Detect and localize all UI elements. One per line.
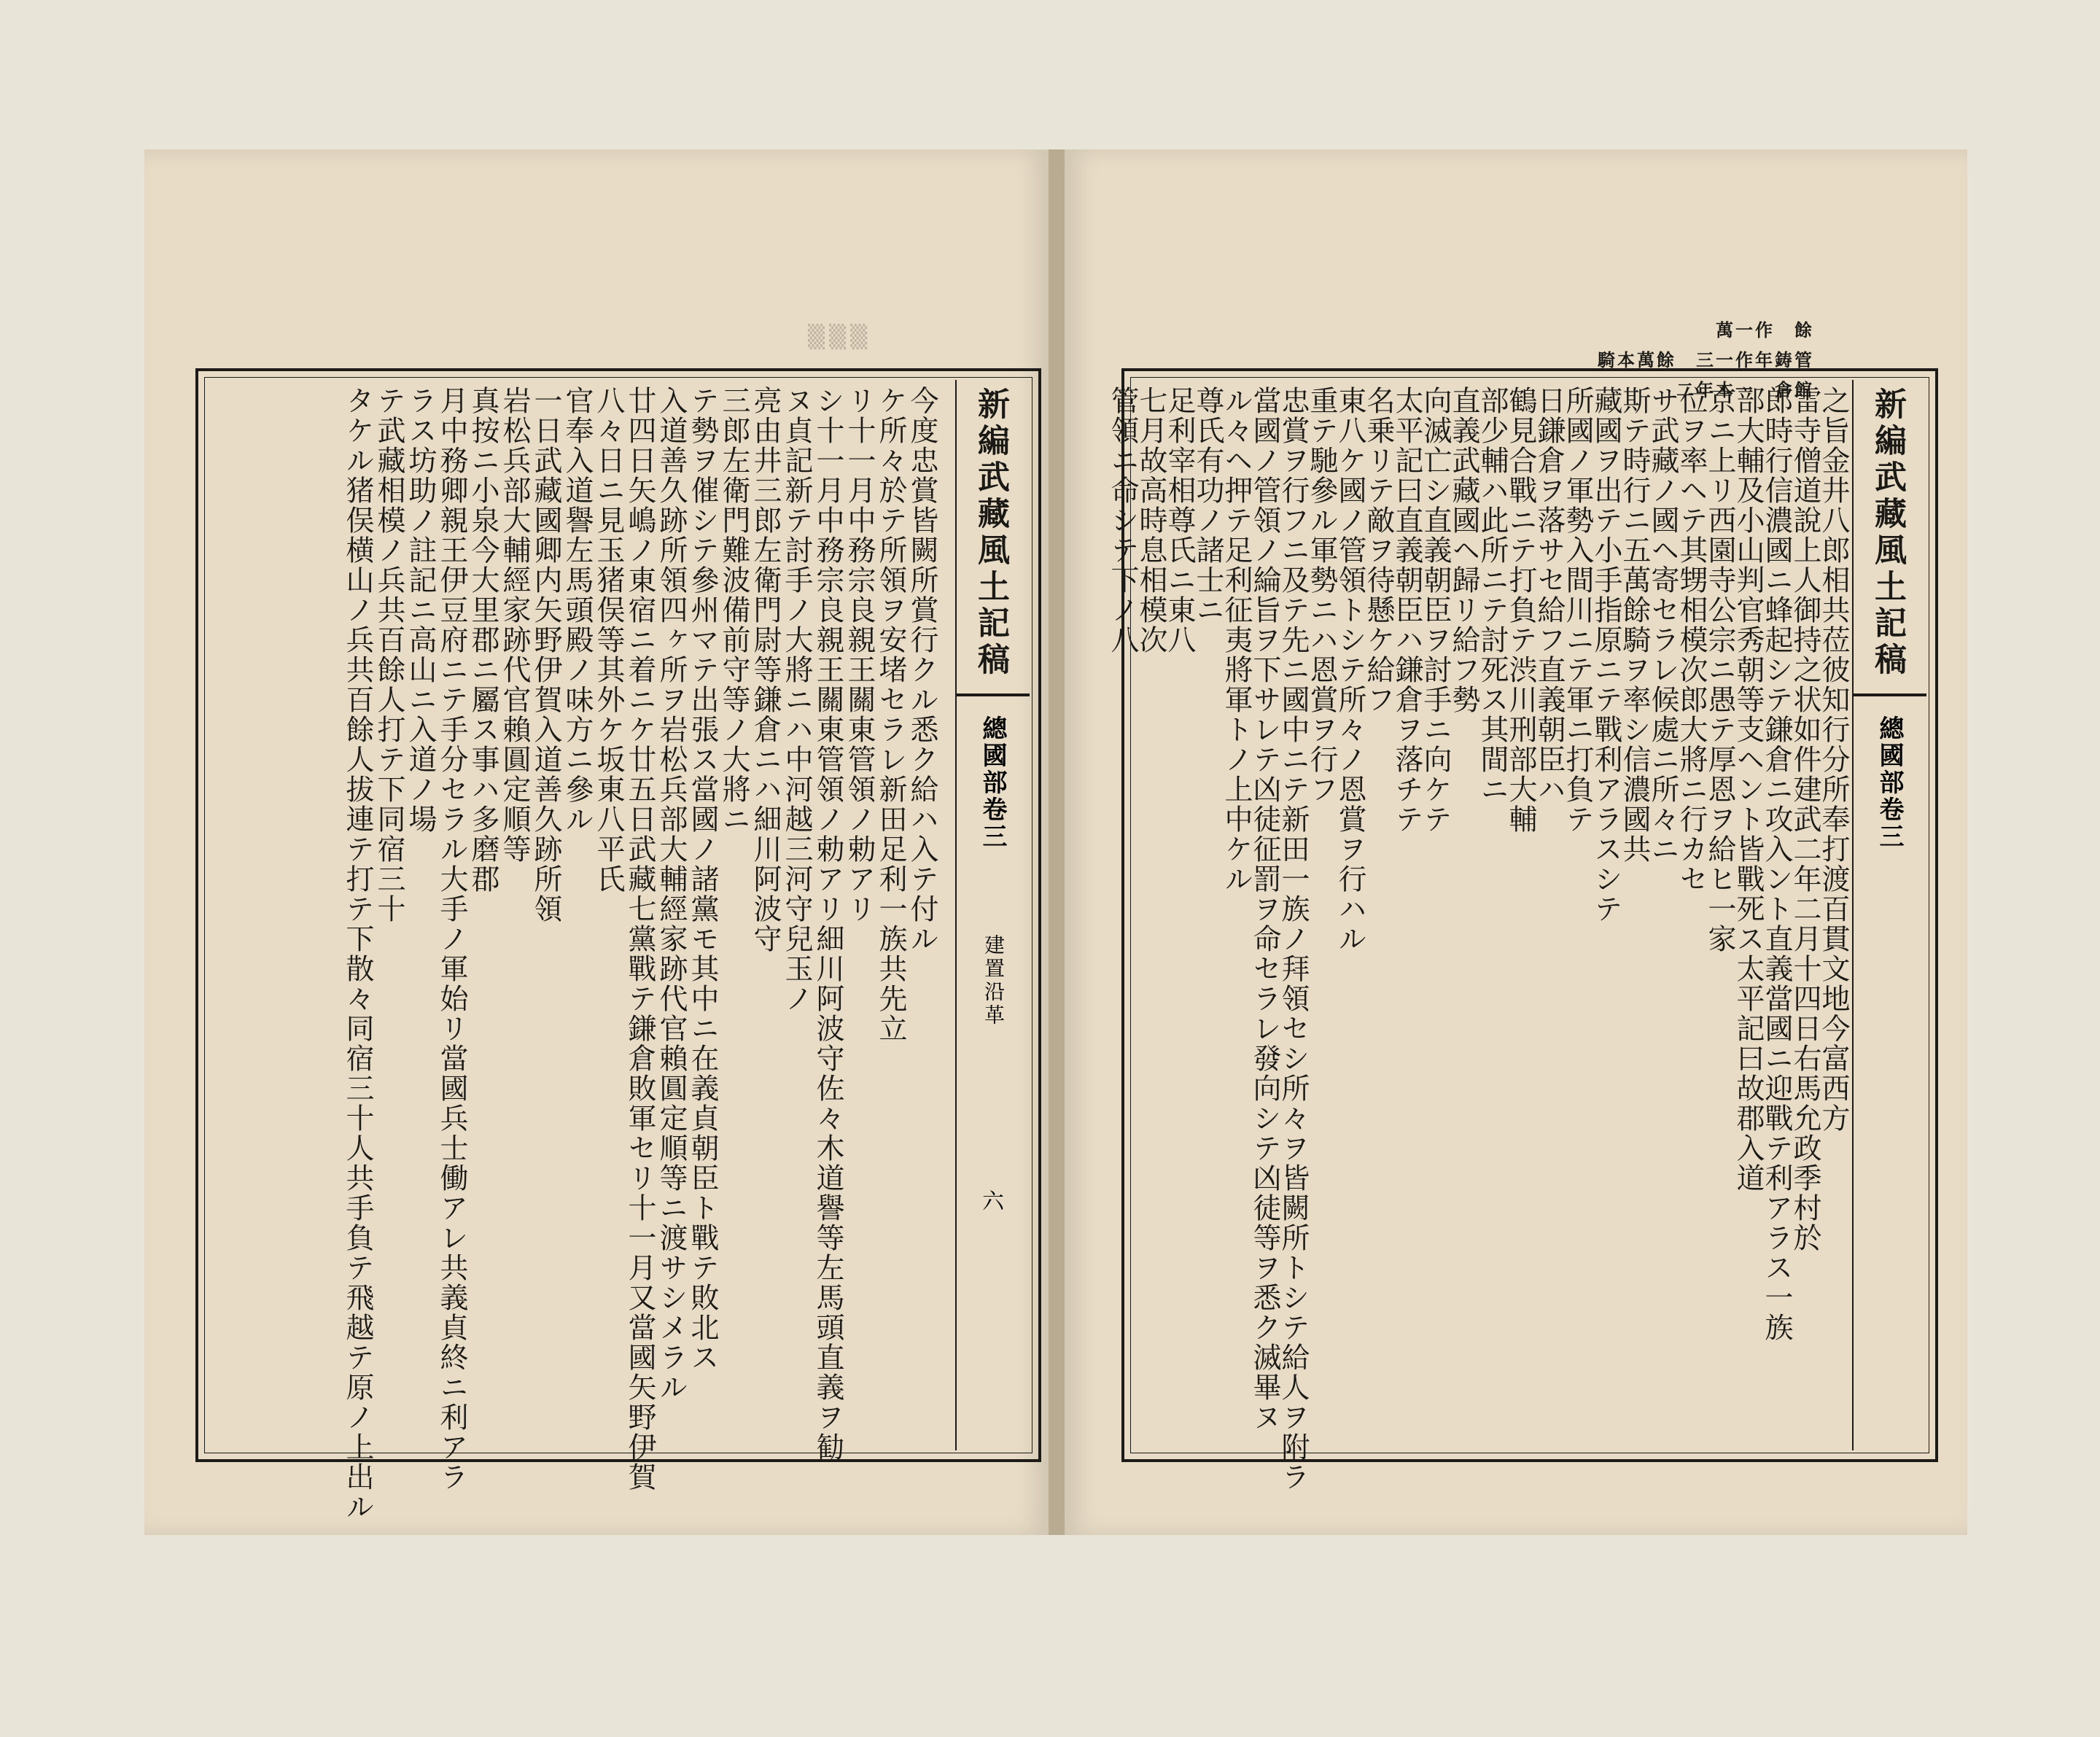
text-column: 部少輔ハ此所ニテ討死ス其間ニ xyxy=(1476,386,1509,804)
text-column: 鶴見合戰ニテ打負テ渋川刑部大輔 xyxy=(1504,386,1537,834)
headnote-line: 萬一作 餘 xyxy=(1716,319,1814,341)
text-column: サ武藏ノ國ヘ寄セラレ候處ニ所々ニ xyxy=(1646,386,1679,864)
text-column: 七月故高時息相模次 xyxy=(1135,386,1167,655)
left-margin-band xyxy=(955,380,1030,1450)
text-column: 部大輔及小山判官秀朝等支ヘント皆戰死ス太平記曰故郡入道 xyxy=(1732,386,1765,1193)
book-gutter xyxy=(1049,149,1065,1535)
section-heading: 建置沿革 xyxy=(981,934,1006,1027)
text-column: 今度忠賞皆闕所賞行クル悉ク給ハ入テ付ル xyxy=(906,386,938,954)
text-column: 管領ニ命シテ下ノ八 xyxy=(1106,386,1139,655)
chapter-heading: 總國部卷三 xyxy=(978,715,1007,850)
text-column: 日鎌倉ヲ落サセ給フ直義朝臣ハ xyxy=(1533,386,1566,804)
title-divider xyxy=(957,693,1030,696)
running-title: 新編武藏風土記稿 xyxy=(972,387,1009,679)
right-margin-band xyxy=(1852,380,1926,1450)
text-column: 斯テ時行ニ五萬餘騎ヲ率シ信濃國共 xyxy=(1618,386,1651,864)
text-column: タケル猪俣横山ノ兵共百餘人拔連テ打テ下散々同宿三十人共手負テ飛越テ原ノ上出ル xyxy=(341,386,374,1522)
text-column: ケ所々於テ所領ヲ安堵セラレ新田足利一族共先立 xyxy=(874,386,907,1044)
text-column: 真按ニ小泉今大里郡ニ屬ス事ハ多磨郡 xyxy=(467,386,499,894)
open-book xyxy=(144,149,1967,1535)
text-column: 藏國ヲ出テ小手指原ニテ戰利アラスシテ xyxy=(1590,386,1622,924)
text-column: 月中務卿親王伊豆府ニテ手分セラル大手ノ軍始リ當國兵士働アレ共義貞終ニ利アラ xyxy=(435,386,468,1492)
text-column: ル々ヘ押テ足利征夷將軍トノ上中ケル xyxy=(1220,386,1253,894)
text-column: 向滅亡シ直義朝臣ヲ討手ニ向ケテ xyxy=(1419,386,1452,834)
text-column: 一日武藏國卿内矢野伊賀入道善久跡所領 xyxy=(529,386,562,924)
text-column: 雷寺僧道說上人御持之状如件建武二年二月十四日右馬允政季村於 xyxy=(1789,386,1821,1253)
text-column: 直義武藏國ヘ歸リ給フ勢 xyxy=(1447,386,1480,715)
text-column: 之旨金井八郎相共莅彼知行分所奉打渡百貫文地今富西方 xyxy=(1817,386,1850,1133)
text-column: 東八ケ國ノ管領トシテ所々ノ恩賞ヲ行ハル xyxy=(1334,386,1366,954)
text-column: 名乗リテ敵ヲ待懸ケ給フ xyxy=(1362,386,1395,715)
page-number: 六 xyxy=(978,1189,1003,1211)
headnote-line: 二年本一 倉館 xyxy=(1676,379,1814,400)
text-column: 足利宰相尊氏ニ東八 xyxy=(1163,386,1196,655)
title-divider xyxy=(1854,693,1926,696)
text-column: ヌ貞記新テ討手ノ大將ニハ中河越三河守兒玉ノ xyxy=(780,386,813,1014)
text-column: シ十一月中務宗良親王關東管領ノ勅アリ細川阿波守佐々木道譽等左馬頭直義ヲ勧 xyxy=(812,386,844,1462)
text-column: 八々日ニ見玉猪俣等其外ケ坂東八平氏 xyxy=(592,386,625,894)
text-column: 尊氏有功ノ諸士ニ xyxy=(1191,386,1224,625)
text-column: テ勢ヲ催シテ參州マテ出張ス當國ノ諸黨モ其中ニ在義貞朝臣ト戰テ敗北ス xyxy=(686,386,719,1372)
text-column: 入道善久跡所領四ヶ所ヲ岩松兵部大輔經家跡代官賴圓定順等ニ渡サシメラル xyxy=(655,386,688,1402)
text-column: 岩松兵部大輔經家跡代官賴圓定順等 xyxy=(498,386,531,864)
text-column: 太平記曰直義朝臣ハ鎌倉ヲ落チテ xyxy=(1391,386,1423,834)
text-column: 重テ馳參ル軍勢ニハ恩賞ヲ行フ xyxy=(1305,386,1338,804)
bleed-through-text: ▒▒▒ xyxy=(808,325,872,350)
text-column: テ武藏相模ノ兵共百餘人打テ下同宿三十 xyxy=(373,386,405,924)
chapter-heading: 總國部卷三 xyxy=(1875,715,1904,850)
text-column: リ十一月中務宗良親王關東管領ノ勅アリ xyxy=(843,386,876,924)
headnote-line: 騎本萬餘 三一作年鋳管 xyxy=(1598,349,1814,370)
text-column: 所國ノ軍勢入間川ニテ軍ニ打負テ xyxy=(1561,386,1594,834)
text-column: 位ヲ率ヘテ其甥相模次郎大將ニ行カセ xyxy=(1675,386,1708,894)
left-page xyxy=(144,149,1049,1535)
text-column: 三郎左衛門難波備前守等ノ大將ニ xyxy=(718,386,750,834)
text-column: 郎時行信濃國ニ蜂起シテ鎌倉ニ攻入ント直義當國ニ迎戰テ利アラス一族 xyxy=(1760,386,1793,1342)
left-text-columns xyxy=(213,386,938,1522)
text-column: 官奉入道譽左馬頭殿ノ味方ニ參ル xyxy=(561,386,594,834)
running-title: 新編武藏風土記稿 xyxy=(1869,387,1906,679)
text-column: ラス坊助ノ註記ニ高山ニ入道ノ場 xyxy=(404,386,437,834)
text-column: 京ニ上リ西園寺公宗ニ愚テ厚恩ヲ給ヒ一家 xyxy=(1703,386,1736,954)
text-column: 當國ノ管領ノ綸旨ヲ下サレテ凶徒征罰ヲ命セラレ發向シテ凶徒等ヲ悉ク滅畢ヌ xyxy=(1248,386,1281,1432)
text-column: 忠賞ヲ行フニ及テ先ニ國中ニテ新田一族ノ拜領セシ所々ヲ皆闕所トシテ給人ヲ附ラ xyxy=(1277,386,1310,1492)
right-page-frame xyxy=(1106,368,1938,1492)
right-text-columns xyxy=(1106,386,1850,1492)
text-column: 廿四日矢嶋ノ東宿ニ着ニケ廿五日武藏七黨戰テ鎌倉敗軍セリ十一月又當國矢野伊賀 xyxy=(623,386,656,1492)
left-page-frame xyxy=(195,368,1041,1522)
text-column: 亮由井三郎左衛門尉等鎌倉ニハ細川阿波守 xyxy=(749,386,782,954)
